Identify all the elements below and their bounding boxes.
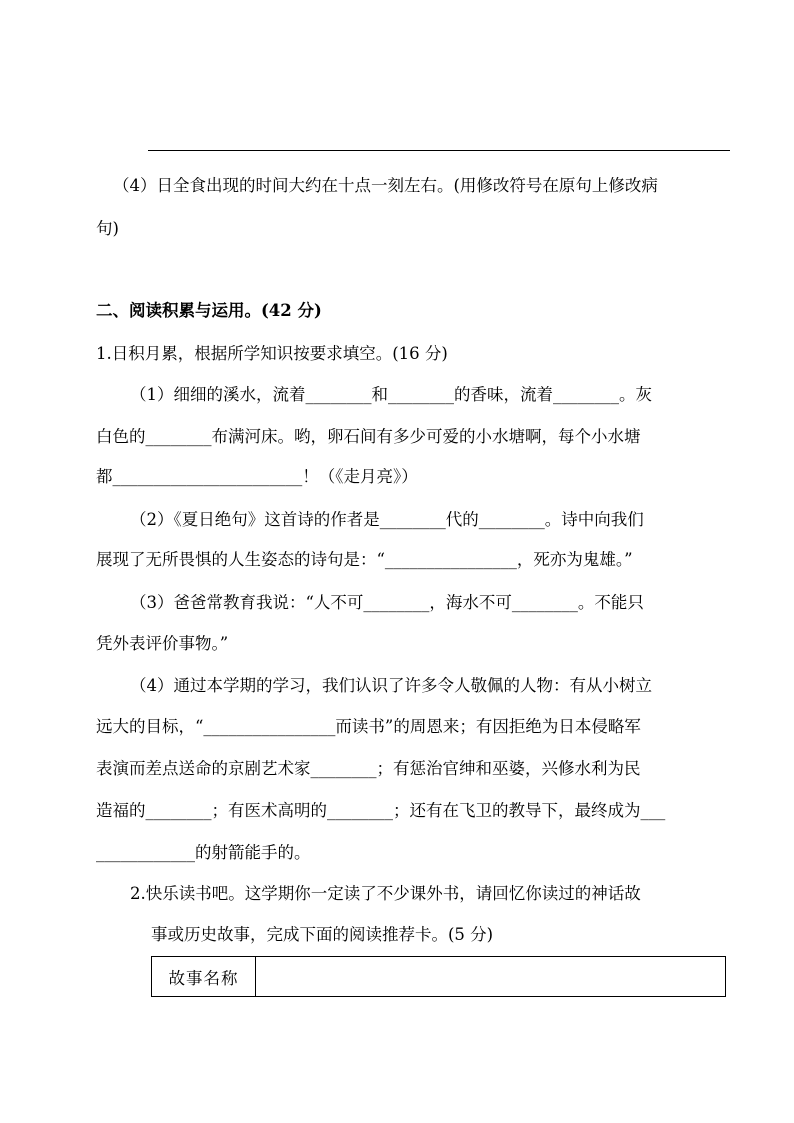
q2-text-line1: 2.快乐读书吧。这学期你一定读了不少课外书，请回忆你读过的神话故 — [130, 884, 641, 903]
q4-text-line1: （4）日全食出现的时间大约在十点一刻左右。(用修改符号在原句上修改病 — [113, 176, 658, 195]
answer-line — [148, 150, 730, 151]
q1-item2-line2: 展现了无所畏惧的人生姿态的诗句是：“________________，死亦为鬼雄。” — [96, 550, 633, 569]
q2-text-line2: 事或历史故事，完成下面的阅读推荐卡。(5 分) — [151, 925, 494, 944]
q1-title: 1.日积月累，根据所学知识按要求填空。(16 分) — [96, 344, 448, 363]
q1-item2-line1: （2）《夏日绝句》这首诗的作者是________代的________。诗中向我们 — [130, 510, 644, 529]
q1-item4-line5: ____________的射箭能手的。 — [96, 843, 311, 862]
story-name-field[interactable] — [256, 957, 725, 996]
q1-item4-line4: 造福的________；有医术高明的________；还有在飞卫的教导下，最终成为___ — [96, 801, 666, 820]
q1-item4-line2: 远大的目标，“________________而读书”的周恩来；有因拒绝为日本侵略军 — [96, 717, 641, 736]
q1-item4-line1: （4）通过本学期的学习，我们认识了许多令人敬佩的人物：有从小树立 — [130, 676, 652, 695]
story-name-label: 故事名称 — [152, 957, 256, 996]
q4-text-line2: 句) — [96, 219, 119, 238]
q1-item4-line3: 表演而差点送命的京剧艺术家________；有惩治官绅和巫婆，兴修水利为民 — [96, 759, 641, 778]
q1-item1-line2: 白色的________布满河床。哟，卵石间有多少可爱的小水塘啊，每个小水塘 — [96, 427, 641, 446]
q1-item1-line1: （1）细细的溪水，流着________和________的香味，流着________。灰 — [130, 385, 652, 404]
q1-item3-line1: （3）爸爸常教育我说：“人不可________，海水不可________。不能只 — [130, 593, 644, 612]
section2-heading: 二、阅读积累与运用。(42 分) — [96, 301, 322, 320]
q1-item3-line2: 凭外表评价事物。” — [96, 634, 229, 653]
recommendation-card-table — [151, 956, 726, 997]
q1-item1-line3: 都_______________________！（《走月亮》） — [96, 467, 418, 486]
